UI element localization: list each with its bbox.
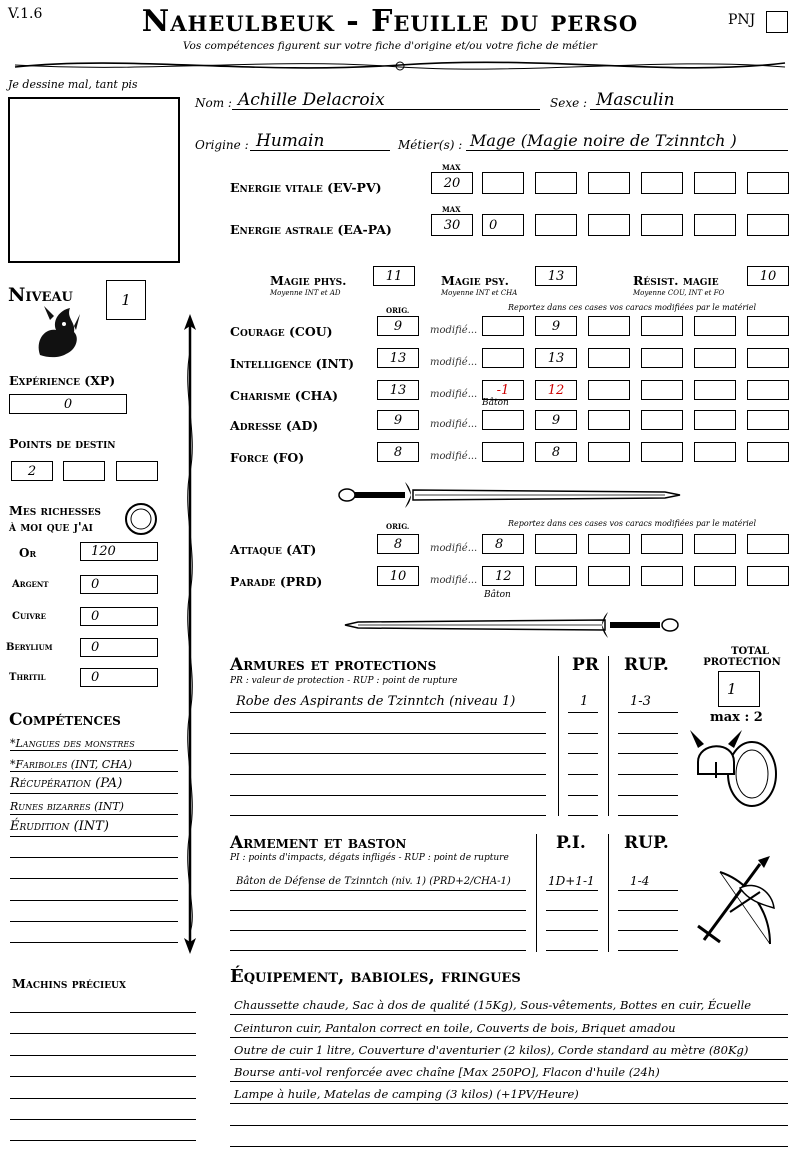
armure-pr-line-6[interactable] [568,815,598,816]
stat-orig-cou-value: 9 [393,318,403,334]
armure-pr-line-4[interactable] [568,774,598,775]
armure-rup-line-3[interactable] [618,753,678,754]
equipement-line-1[interactable] [230,1014,788,1015]
equipement-text-3: Outre de cuir 1 litre, Couverture d'aventurier (2 kilos), Corde standard au mètre (80Kg) [234,1043,749,1057]
competence-line-1[interactable] [10,750,178,751]
parade-tag: Bâton [484,590,511,600]
version-label: V.1.6 [8,6,43,22]
stat-modifie-int: modifié... [430,357,478,368]
armement-note: PI : points d'impacts, dégats infligés - RUP : point de rupture [230,853,509,863]
competence-3: Récupération (PA) [10,776,123,791]
stat-orig-ad[interactable] [377,410,419,430]
equipement-text-5: Lampe à huile, Matelas de camping (3 kilos) (+1PV/Heure) [234,1087,579,1101]
origine-field[interactable] [250,131,390,151]
header-ornament [10,55,790,75]
total-protection-value: 1 [727,680,737,698]
thritil-value: 0 [91,670,100,685]
armures-pr-label: PR [572,655,599,675]
combat-orig-label: ORIG. [386,522,410,531]
niveau-box[interactable] [106,280,146,320]
thritil-box[interactable] [80,668,158,687]
armement-line-2[interactable] [230,910,526,911]
magie-phys-note: Moyenne INT et AD [270,289,341,297]
magie-psy-label: Magie psy. [441,273,509,288]
richesses-label-2: à moi que j'ai [9,519,93,534]
ea-box-3[interactable] [588,214,630,236]
ev-box-4[interactable] [641,172,683,194]
sexe-label: Sexe : [550,96,588,110]
stats-note: Reportez dans ces cases vos caracs modifiées par le matériel [508,303,757,312]
attaque-mod5-box[interactable] [694,534,736,554]
stat-mod3-ad[interactable] [588,410,630,430]
stat-mod2-fo[interactable] [535,442,577,462]
stat-label-fo: Force (FO) [230,450,305,465]
ev-box-3[interactable] [588,172,630,194]
competence-line-10[interactable] [10,942,178,943]
equipement-line-7[interactable] [230,1146,788,1147]
experience-box[interactable] [9,394,127,414]
thritil-label: Thritil [9,672,46,683]
total-protection-label-1: TOTAL [731,646,769,657]
stat-mod5-cou[interactable] [694,316,736,336]
armure-pr-line-5[interactable] [568,795,598,796]
armure-line-2[interactable] [230,733,546,734]
armure-pr-line-3[interactable] [568,753,598,754]
helmet-shield-icon [690,722,780,812]
machins-line-3[interactable] [10,1055,196,1056]
cuivre-box[interactable] [80,607,158,626]
competence-4: Runes bizarres (INT) [10,800,124,813]
parade-mod-value: 12 [495,568,512,584]
armure-rup-line-4[interactable] [618,774,678,775]
sword-icon-2 [340,608,685,642]
ea-max-box[interactable] [431,214,473,236]
stat-orig-cha[interactable] [377,380,419,400]
armement-pi-line-1[interactable] [546,890,598,891]
armure-line-4[interactable] [230,774,546,775]
stat-mod3-cou[interactable] [588,316,630,336]
equipement-line-4[interactable] [230,1081,788,1082]
parade-mod6-box[interactable] [747,566,789,586]
armure-line-1[interactable] [230,712,546,713]
metier-label: Métier(s) : [398,138,463,152]
attaque-value: 8 [393,536,403,552]
parade-label: Parade (PRD) [230,574,323,589]
destin-value: 2 [27,463,37,479]
stat-orig-fo-value: 8 [393,444,403,460]
armure-line-6[interactable] [230,815,546,816]
stat-mod4-cou[interactable] [641,316,683,336]
stat-mod2-int-value: 13 [547,350,565,366]
destin-box-2[interactable] [63,461,105,481]
stat-orig-int[interactable] [377,348,419,368]
ev-max-label: MAX [442,163,461,172]
stat-mod3-fo[interactable] [588,442,630,462]
machins-line-5[interactable] [10,1098,196,1099]
sword-icon [335,478,685,512]
ev-box-6[interactable] [747,172,789,194]
argent-value: 0 [91,577,100,592]
stat-label-cou: Courage (COU) [230,324,333,339]
cuivre-label: Cuivre [12,611,46,622]
competence-line-6[interactable] [10,857,178,858]
portrait-frame[interactable] [8,97,180,263]
origine-label: Origine : [195,138,249,152]
berylium-box[interactable] [80,638,158,657]
attaque-mod2-box[interactable] [535,534,577,554]
armement-divider-2 [608,834,609,952]
ea-current-value: 0 [489,217,498,233]
armures-divider-2 [608,656,609,816]
ea-max-label: MAX [442,205,461,214]
or-value: 120 [91,544,116,559]
stat-mod1-ad[interactable] [482,410,524,430]
stat-label-int: Intelligence (INT) [230,356,355,371]
magie-psy-note: Moyenne INT et CHA [441,289,518,297]
stat-mod5-int[interactable] [694,348,736,368]
stat-orig-cou[interactable] [377,316,419,336]
attaque-modifie: modifié... [430,543,478,554]
ev-box-5[interactable] [694,172,736,194]
attaque-mod1-box[interactable] [482,534,524,554]
stat-mod5-ad[interactable] [694,410,736,430]
stat-mod4-fo[interactable] [641,442,683,462]
equipement-label: Équipement, babioles, fringues [230,966,521,987]
stat-mod5-fo[interactable] [694,442,736,462]
or-label: Or [19,546,37,560]
stat-mod4-int[interactable] [641,348,683,368]
armure-rup-line-6[interactable] [618,815,678,816]
equipement-text-2: Ceinturon cuir, Pantalon correct en toile, Couverts de bois, Briquet amadou [234,1021,676,1035]
stat-mod1-cha-value: -1 [496,382,510,398]
stat-mod6-ad[interactable] [747,410,789,430]
total-protection-box[interactable] [718,671,760,707]
armement-pi-line-4[interactable] [546,950,598,951]
pnj-checkbox[interactable] [766,11,788,33]
armure-row-1-name: Robe des Aspirants de Tzinntch (niveau 1) [236,694,516,709]
experience-label: Expérience (XP) [9,373,116,388]
armement-row-1-name: Bâton de Défense de Tzinntch (niv. 1) (PRD+2/CHA-1) [236,876,511,887]
equipement-line-2[interactable] [230,1037,788,1038]
armement-divider-1 [536,834,537,952]
parade-mod3-box[interactable] [588,566,630,586]
equipement-line-5[interactable] [230,1103,788,1104]
sexe-value: Masculin [596,90,675,110]
ea-max-value: 30 [443,217,461,233]
armures-note: PR : valeur de protection - RUP : point de rupture [230,676,458,686]
machins-label: Machins précieux [12,976,126,991]
parade-orig-box[interactable] [377,566,419,586]
resist-magie-note: Moyenne COU, INT et FO [633,289,725,297]
sexe-field[interactable] [590,90,788,110]
armure-row-1-pr: 1 [580,694,589,709]
armement-line-4[interactable] [230,950,526,951]
competence-line-3[interactable] [10,793,178,794]
total-protection-label-2: PROTECTION [703,657,781,668]
stat-mod2-fo-value: 8 [551,444,561,460]
armure-pr-line-1[interactable] [568,712,598,713]
stat-mod4-ad[interactable] [641,410,683,430]
armure-rup-line-2[interactable] [618,733,678,734]
armement-row-1-pi: 1D+1-1 [548,874,595,888]
nom-value: Achille Delacroix [238,90,385,110]
ev-max-box[interactable] [431,172,473,194]
stat-mod1-cha[interactable] [482,380,524,400]
stat-label-cha: Charisme (CHA) [230,388,339,403]
metier-field[interactable] [466,131,788,151]
stat-mod4-cha[interactable] [641,380,683,400]
stat-mod2-cou-value: 9 [551,318,561,334]
stat-mod3-cha[interactable] [588,380,630,400]
competence-2: *Fariboles (INT, CHA) [10,758,133,771]
armement-pi-label: P.I. [556,833,586,853]
page-subtitle: Vos compétences figurent sur votre fiche d'origine et/ou votre fiche de métier [182,40,598,52]
argent-label: Argent [12,579,49,590]
stat-mod6-cha[interactable] [747,380,789,400]
armures-label: Armures et protections [230,655,437,675]
stat-modifie-cha: modifié... [430,389,478,400]
berylium-label: Berylium [6,642,53,653]
stat-mod2-cou[interactable] [535,316,577,336]
destin-box-1[interactable] [11,461,53,481]
stat-orig-fo[interactable] [377,442,419,462]
nom-label: Nom : [195,96,232,110]
ea-box-2[interactable] [535,214,577,236]
machins-line-7[interactable] [10,1140,196,1141]
attaque-mod4-box[interactable] [641,534,683,554]
armement-rup-line-1[interactable] [618,890,678,891]
max-protection-label: max : 2 [710,710,763,725]
competence-1: *Langues des monstres [10,737,135,750]
stat-mod6-fo[interactable] [747,442,789,462]
pnj-label: PNJ [728,12,756,28]
competence-line-9[interactable] [10,921,178,922]
stat-label-ad: Adresse (AD) [230,418,319,433]
ea-box-6[interactable] [747,214,789,236]
stat-mod2-ad-value: 9 [551,412,561,428]
origine-value: Humain [256,131,325,151]
stat-tag-cha: Bâton [482,398,509,408]
competence-line-4[interactable] [10,814,178,815]
armement-label: Armement et baston [230,833,407,853]
machins-line-2[interactable] [10,1033,196,1034]
armure-rup-line-5[interactable] [618,795,678,796]
resist-magie-label: Résist. magie [633,273,719,288]
stat-mod2-int[interactable] [535,348,577,368]
armement-rup-line-3[interactable] [618,930,678,931]
stat-orig-int-value: 13 [389,350,407,366]
stat-mod3-int[interactable] [588,348,630,368]
attaque-mod-value: 8 [495,536,504,552]
competences-label: Compétences [9,710,121,730]
richesses-label-1: Mes richesses [9,503,101,518]
stat-orig-cha-value: 13 [389,382,407,398]
stat-orig-ad-value: 9 [393,412,403,428]
armure-line-5[interactable] [230,795,546,796]
dragon-icon [30,300,82,360]
ev-box-1[interactable] [482,172,524,194]
berylium-value: 0 [91,640,100,655]
armement-row-1-rup: 1-4 [630,874,650,888]
ev-box-2[interactable] [535,172,577,194]
argent-box[interactable] [80,575,158,594]
ev-max-value: 20 [443,175,461,191]
competence-line-8[interactable] [10,900,178,901]
stat-mod1-cou[interactable] [482,316,524,336]
magie-phys-value: 11 [385,268,403,284]
parade-mod4-box[interactable] [641,566,683,586]
competence-line-5[interactable] [10,836,178,837]
niveau-value: 1 [121,291,131,309]
machins-line-1[interactable] [10,1012,196,1013]
armement-rup-line-4[interactable] [618,950,678,951]
stat-modifie-cou: modifié... [430,325,478,336]
page-title: Naheulbeuk - Feuille du perso [141,4,639,39]
resist-magie-value: 10 [759,268,777,284]
stats-orig-label: ORIG. [386,306,410,315]
stat-mod2-cha[interactable] [535,380,577,400]
weapons-icon [690,852,790,952]
armement-line-1[interactable] [230,890,526,891]
parade-mod5-box[interactable] [694,566,736,586]
staff-ornament [178,312,202,972]
armure-line-3[interactable] [230,753,546,754]
ev-label: Energie vitale (EV-PV) [230,180,382,195]
equipement-text-1: Chaussette chaude, Sac à dos de qualité (15Kg), Sous-vêtements, Bottes en cuir, Écuelle [234,998,752,1012]
ea-box-1[interactable] [482,214,524,236]
stat-mod1-fo[interactable] [482,442,524,462]
armement-rup-label: RUP. [624,833,669,853]
attaque-orig-box[interactable] [377,534,419,554]
parade-value: 10 [389,568,407,584]
parade-modifie: modifié... [430,575,478,586]
magie-psy-value: 13 [547,268,565,284]
or-box[interactable] [80,542,158,561]
armement-pi-line-3[interactable] [546,930,598,931]
stat-mod6-cou[interactable] [747,316,789,336]
armure-row-1-rup: 1-3 [630,694,651,709]
machins-line-6[interactable] [10,1119,196,1120]
competence-5: Érudition (INT) [10,819,109,834]
attaque-label: Attaque (AT) [230,542,317,557]
coin-icon [124,502,158,536]
ea-box-4[interactable] [641,214,683,236]
equipement-text-4: Bourse anti-vol renforcée avec chaîne [Max 250PO], Flacon d'huile (24h) [234,1065,660,1079]
niveau-label: Niveau [8,284,73,306]
magie-psy-box[interactable] [535,266,577,286]
armures-rup-label: RUP. [624,655,669,675]
competence-line-7[interactable] [10,878,178,879]
cuivre-value: 0 [91,609,100,624]
nom-field[interactable] [232,90,540,110]
armement-rup-line-2[interactable] [618,910,678,911]
parade-mod2-box[interactable] [535,566,577,586]
ea-label: Energie astrale (EA-PA) [230,222,392,237]
metier-value: Mage (Magie noire de Tzinntch ) [470,131,737,150]
armures-divider-1 [558,656,559,816]
stat-modifie-ad: modifié... [430,419,478,430]
armement-pi-line-2[interactable] [546,910,598,911]
parade-mod1-box[interactable] [482,566,524,586]
attaque-mod3-box[interactable] [588,534,630,554]
attaque-mod6-box[interactable] [747,534,789,554]
combat-note: Reportez dans ces cases vos caracs modifiées par le matériel [508,519,757,528]
destin-label: Points de destin [9,436,116,451]
machins-line-4[interactable] [10,1076,196,1077]
equipement-line-3[interactable] [230,1059,788,1060]
magie-phys-box[interactable] [373,266,415,286]
stat-mod6-int[interactable] [747,348,789,368]
experience-value: 0 [63,396,73,412]
armure-rup-line-1[interactable] [618,712,678,713]
destin-box-3[interactable] [116,461,158,481]
competence-line-2[interactable] [10,771,178,772]
stat-modifie-fo: modifié... [430,451,478,462]
stat-mod2-ad[interactable] [535,410,577,430]
stat-mod2-cha-value: 12 [547,382,565,398]
armure-pr-line-2[interactable] [568,733,598,734]
stat-mod5-cha[interactable] [694,380,736,400]
ea-box-5[interactable] [694,214,736,236]
portrait-label: Je dessine mal, tant pis [8,78,138,91]
equipement-line-6[interactable] [230,1125,788,1126]
resist-magie-box[interactable] [747,266,789,286]
magie-phys-label: Magie phys. [270,273,347,288]
stat-mod1-int[interactable] [482,348,524,368]
armement-line-3[interactable] [230,930,526,931]
